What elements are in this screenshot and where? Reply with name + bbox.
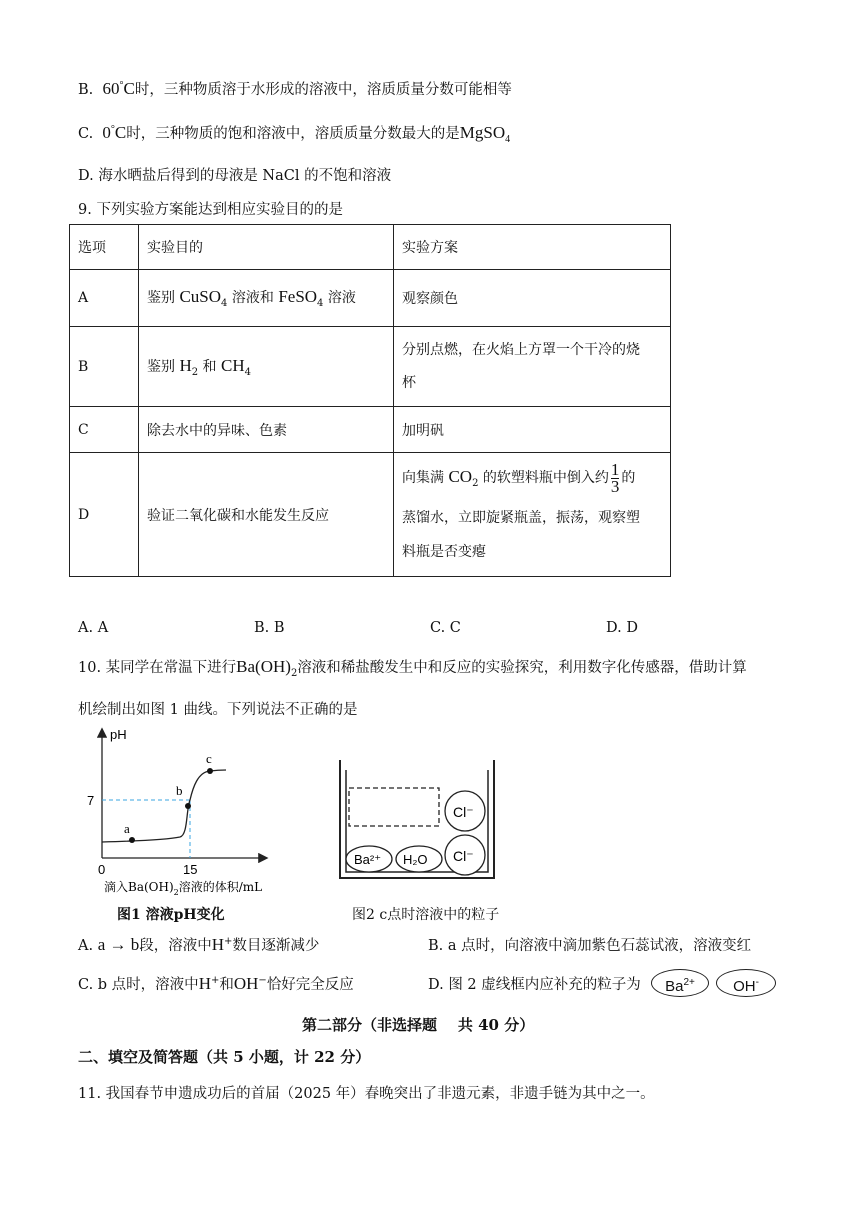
header-option: 选项 <box>70 225 139 270</box>
ytick-7: 7 <box>87 793 95 808</box>
choice-c[interactable]: C. C <box>430 620 461 636</box>
purpose-cell: 鉴别 CuSO$_4$ 溶液和 FeSO$_4$ 溶液 <box>139 270 394 327</box>
choice-b[interactable]: B. B <box>254 620 285 636</box>
q10-option-b[interactable]: B. a 点时，向溶液中滴加紫色石蕊试液，溶液变红 <box>428 938 752 954</box>
q11-stem: 11. 我国春节申遗成功后的首届（2025 年）春晚突出了非遗元素，非遗手链为其中之一。 <box>78 1086 655 1102</box>
ba-ion-ellipse: $Ba^{2+}$ <box>651 969 709 997</box>
label-a: a <box>124 821 130 836</box>
point-b <box>185 803 191 809</box>
svg-text:Cl⁻: Cl⁻ <box>453 848 474 864</box>
q10-stem-line1: 10. 某同学在常温下进行$Ba(OH)_2$溶液和稀盐酸发生中和反应的实验探究，利用数字化传感器，借助计算 <box>78 657 747 679</box>
plan-cell: 向集满 $CO_2$ 的软塑料瓶中倒入约 $\frac{1}{3}$ 的 蒸馏水，立即旋紧瓶盖，振荡，观察塑 料瓶是否变瘪 <box>394 453 671 577</box>
figure-2-beaker <box>332 756 502 888</box>
header-plan: 实验方案 <box>394 225 671 270</box>
q9-table <box>69 224 671 577</box>
label-b: b <box>176 783 183 798</box>
q9-stem: 9. 下列实验方案能达到相应实验目的的是 <box>78 202 343 218</box>
header-purpose: 实验目的 <box>139 225 394 270</box>
missing-particle-box <box>349 788 439 826</box>
figure-1-ph-chart <box>80 722 280 902</box>
table-row: C 除去水中的异味、色素 加明矾 <box>70 407 671 453</box>
oh-ion-ellipse: OH- <box>716 969 776 997</box>
part2-title: 第二部分（非选择题 共 40 分） <box>302 1016 535 1034</box>
choice-d[interactable]: D. D <box>606 620 638 636</box>
xtick-0: 0 <box>98 862 106 877</box>
x-axis-label: 滴入$Ba(OH)_2$溶液的体积/mL <box>104 880 263 897</box>
svg-text:Ba²⁺: Ba²⁺ <box>354 852 382 867</box>
y-axis-label: pH <box>110 727 127 742</box>
point-a <box>129 837 135 843</box>
figure-1-caption: 图1 溶液pH变化 <box>117 907 225 923</box>
ph-curve <box>102 770 226 842</box>
label-c: c <box>206 751 212 766</box>
q10-stem-line2: 机绘制出如图 1 曲线。下列说法不正确的是 <box>78 702 358 718</box>
svg-text:Cl⁻: Cl⁻ <box>453 804 474 820</box>
table-row: A 鉴别 CuSO$_4$ 溶液和 FeSO$_4$ 溶液 观察颜色 <box>70 270 671 327</box>
xtick-15: 15 <box>183 862 198 877</box>
choice-a[interactable]: A. A <box>78 620 109 636</box>
option-b-q8: B. 60°C时，三种物质溶于水形成的溶液中，溶质质量分数可能相等 <box>78 79 512 98</box>
q10-option-c[interactable]: C. b 点时，溶液中H+和OH−恰好完全反应 <box>78 974 354 993</box>
point-c <box>207 768 213 774</box>
q10-option-d[interactable]: D. 图 2 虚线框内应补充的粒子为 <box>428 977 641 993</box>
figure-2-caption: 图2 c点时溶液中的粒子 <box>352 907 500 923</box>
section2-title: 二、填空及简答题（共 5 小题，计 22 分） <box>78 1048 371 1066</box>
table-row: D 验证二氧化碳和水能发生反应 向集满 $CO_2$ 的软塑料瓶中倒入约 $\frac{1}{3}$ 的 蒸馏水，立即旋紧瓶盖，振荡，观察塑 料瓶是否变瘪 <box>70 453 671 577</box>
q10-option-a[interactable]: A. a → b段，溶液中H+数目逐渐减少 <box>78 935 320 954</box>
purpose-cell: 鉴别 $H_2$ 和 $CH_4$ <box>139 327 394 407</box>
plan-cell: 分别点燃，在火焰上方罩一个干冷的烧 杯 <box>394 327 671 407</box>
fraction: $\frac{1}{3}$ <box>610 459 620 496</box>
table-row: B 鉴别 $H_2$ 和 $CH_4$ 分别点燃，在火焰上方罩一个干冷的烧 杯 <box>70 327 671 407</box>
option-d-q8: D. 海水晒盐后得到的母液是 NaCl 的不饱和溶液 <box>78 168 392 184</box>
svg-text:H₂O: H₂O <box>403 852 428 867</box>
table-header-row <box>70 225 671 270</box>
option-c-q8: C. 0°C时，三种物质的饱和溶液中，溶质质量分数最大的是MgSO$_4$ <box>78 123 511 145</box>
